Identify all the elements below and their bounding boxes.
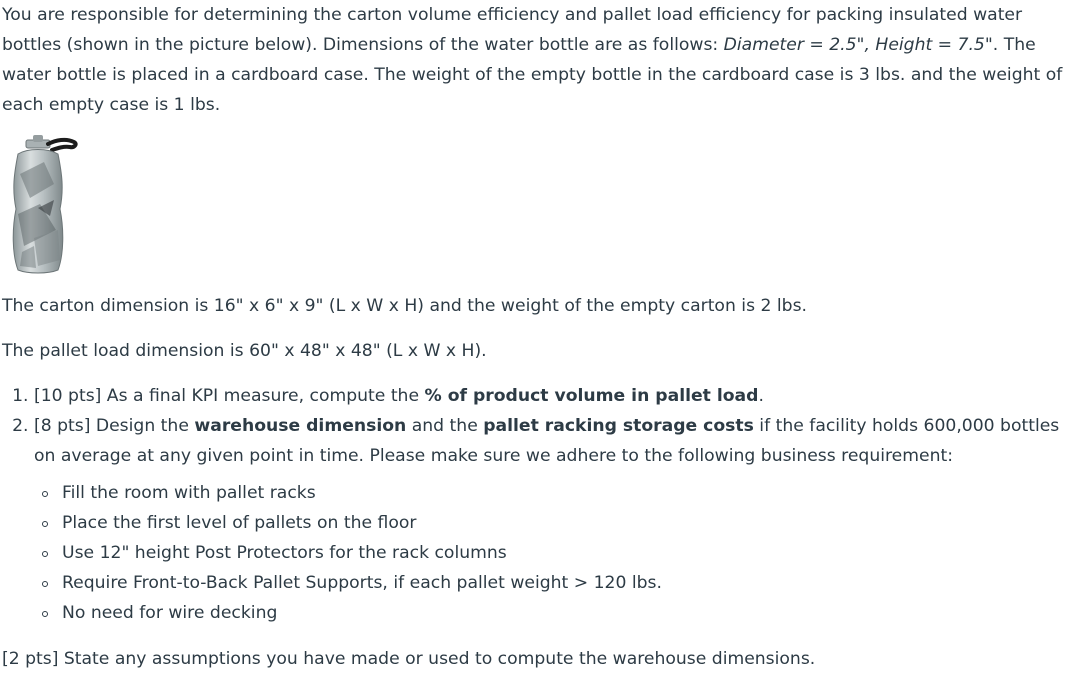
water-bottle-illustration xyxy=(4,134,88,278)
question-1 xyxy=(34,381,1064,411)
intro-text-2: . The water bottle is placed in a cardboard case. The weight of the empty bottle in the cardboard case is 3 lbs. and the weight of each empty case is 1 lbs. xyxy=(2,35,1063,115)
question-2-suffix: if the facility holds 600,000 bottles on average at any given point in time. Please make sure we adhere to the following business requirement: xyxy=(34,416,1060,466)
question-2-bold-2: pallet racking storage costs xyxy=(483,416,754,436)
requirement-text: Require Front-to-Back Pallet Supports, if each pallet weight > 120 lbs. xyxy=(62,573,662,593)
circle-bullet-icon xyxy=(42,491,48,497)
bottle-dimensions: Diameter = 2.5", Height = 7.5" xyxy=(723,35,993,55)
requirement-text: Fill the room with pallet racks xyxy=(62,483,316,503)
requirement-item xyxy=(62,598,1064,628)
question-2-prefix: [8 pts] Design the xyxy=(34,416,195,436)
question-2 xyxy=(34,411,1064,628)
requirement-item xyxy=(62,478,1064,508)
question-2-mid: and the xyxy=(406,416,484,436)
pallet-dimension-text: The pallet load dimension is 60" x 48" x 48" (L x W x H). xyxy=(2,341,487,361)
requirement-text: Place the first level of pallets on the floor xyxy=(62,513,417,533)
questions-list xyxy=(0,381,1064,628)
requirement-item xyxy=(62,568,1064,598)
intro-paragraph xyxy=(2,0,1064,120)
question-1-prefix: [10 pts] As a final KPI measure, compute the xyxy=(34,386,425,406)
circle-bullet-icon xyxy=(42,521,48,527)
carton-dimension-text: The carton dimension is 16" x 6" x 9" (L x W x H) and the weight of the empty carton is 2 lbs. xyxy=(2,296,808,316)
requirement-text: No need for wire decking xyxy=(62,603,278,623)
circle-bullet-icon xyxy=(42,581,48,587)
assumptions-text: [2 pts] State any assumptions you have made or used to compute the warehouse dimensions. xyxy=(2,649,816,669)
requirements-list xyxy=(34,478,1064,628)
intro-text-1: You are responsible for determining the carton volume efficiency and pallet load efficiency for packing insulated water bottles (shown in the picture below). Dimensions of the water bottle are as follows: xyxy=(2,5,1023,55)
requirement-item xyxy=(62,538,1064,568)
question-2-bold-1: warehouse dimension xyxy=(194,416,407,436)
water-bottle-image xyxy=(4,134,88,278)
question-1-suffix: . xyxy=(758,386,764,406)
requirement-item xyxy=(62,508,1064,538)
circle-bullet-icon xyxy=(42,551,48,557)
requirement-text: Use 12" height Post Protectors for the rack columns xyxy=(62,543,507,563)
question-1-bold: % of product volume in pallet load xyxy=(424,386,759,406)
circle-bullet-icon xyxy=(42,611,48,617)
